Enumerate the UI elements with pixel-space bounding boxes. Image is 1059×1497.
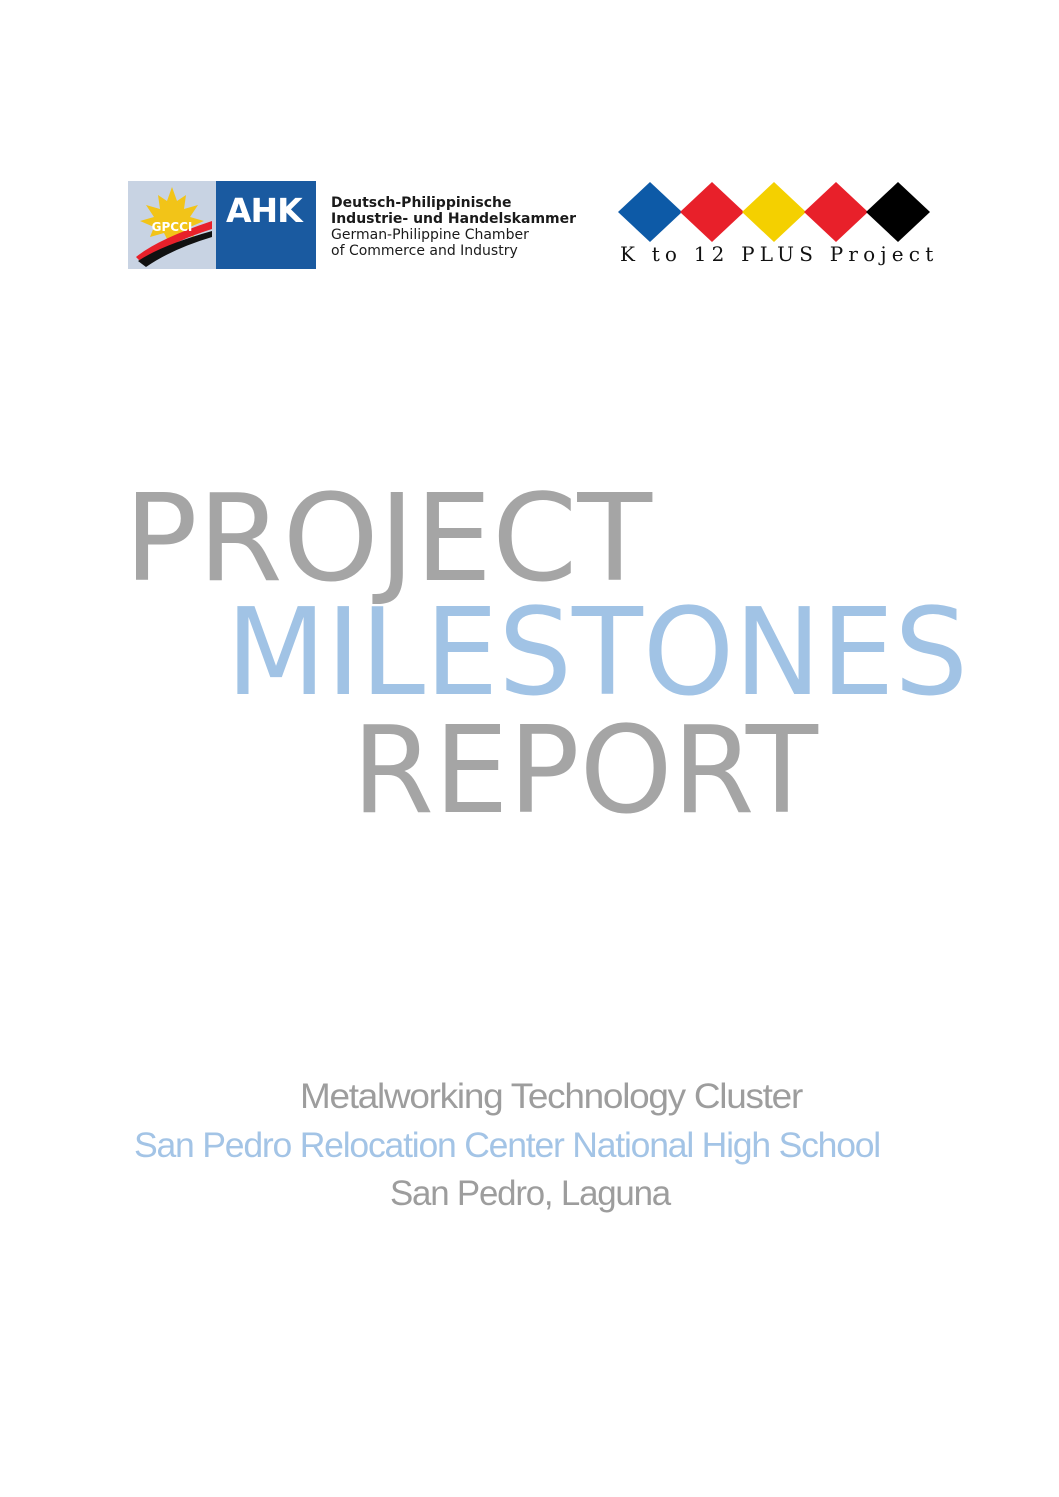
subtitle-location: San Pedro, Laguna [390,1174,670,1213]
diamond-4 [804,182,868,242]
ahk-logo [128,181,577,269]
diamond-2 [680,182,744,242]
title-line-project: PROJECT [124,470,652,609]
ahk-box-text: AHK [226,191,302,230]
k12-plus-logo [614,180,938,270]
diamonds-icon [614,180,938,242]
ahk-line-4: of Commerce and Industry [331,243,518,259]
title-line-report: REPORT [352,702,818,841]
emblem-text: GPCCI [151,220,193,234]
ahk-chamber-name [331,195,576,259]
ahk-line-2: Industrie- und Handelskammer [331,211,577,227]
maple-leaf-icon [128,181,216,269]
k12-logo-text: K to 12 PLUS Project [620,242,939,266]
diamond-5 [866,182,930,242]
gpcci-emblem [128,181,216,269]
subtitle-school: San Pedro Relocation Center National High School [134,1126,880,1165]
ahk-line-1: Deutsch-Philippinische [331,195,512,211]
ahk-line-3: German-Philippine Chamber [331,227,529,243]
ahk-box [216,181,316,269]
diamond-3 [742,182,806,242]
title-line-milestones: MILESTONES [226,584,968,723]
diamond-1 [618,182,682,242]
subtitle-cluster: Metalworking Technology Cluster [300,1077,802,1116]
